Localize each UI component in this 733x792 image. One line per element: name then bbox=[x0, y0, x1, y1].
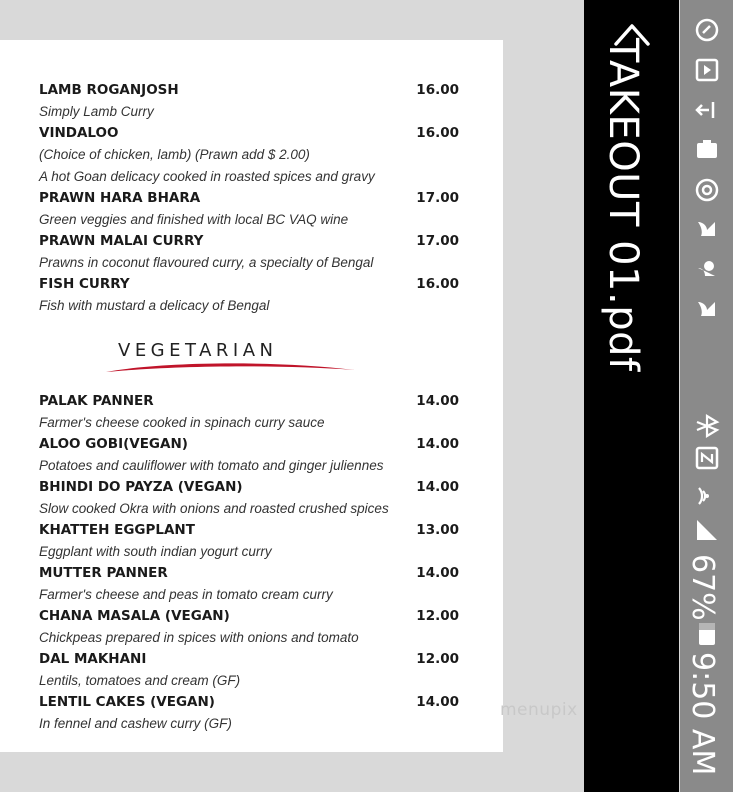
item-description: Green veggies and finished with local BC VAQ wine bbox=[39, 212, 349, 227]
menu-item bbox=[39, 391, 459, 434]
nfc-icon bbox=[693, 444, 721, 472]
item-description: A hot Goan delicacy cooked in roasted spices and gravy bbox=[39, 168, 375, 184]
item-name: LENTIL CAKES (VEGAN) bbox=[39, 694, 215, 710]
item-price: 13.00 bbox=[416, 522, 459, 538]
menupix-watermark: menupix bbox=[500, 700, 578, 720]
battery-percent: 67% bbox=[685, 554, 720, 621]
media-icon bbox=[693, 56, 721, 84]
item-price: 14.00 bbox=[416, 436, 459, 452]
item-name: BHINDI DO PAYZA (VEGAN) bbox=[39, 479, 243, 495]
menu-item bbox=[39, 231, 459, 274]
item-description: Farmer's cheese cooked in spinach curry sauce bbox=[39, 415, 325, 430]
sync-icon bbox=[693, 16, 721, 44]
item-price: 12.00 bbox=[416, 651, 459, 667]
item-description: Fish with mustard a delicacy of Bengal bbox=[39, 298, 270, 313]
item-description: (Choice of chicken, lamb) (Prawn add $ 2.00) bbox=[39, 147, 310, 162]
item-description: Lentils, tomatoes and cream (GF) bbox=[39, 673, 241, 688]
item-price: 17.00 bbox=[416, 233, 459, 249]
menu-item bbox=[39, 606, 459, 649]
battery-icon bbox=[693, 620, 721, 648]
pdf-page bbox=[0, 40, 503, 752]
item-description: Chickpeas prepared in spices with onions and tomato bbox=[39, 630, 359, 645]
item-price: 17.00 bbox=[416, 190, 459, 206]
item-price: 12.00 bbox=[416, 608, 459, 624]
menu-item bbox=[39, 563, 459, 606]
battery-saver-icon bbox=[693, 136, 721, 164]
item-price: 14.00 bbox=[416, 479, 459, 495]
menu-item bbox=[39, 123, 459, 187]
copyright-icon bbox=[693, 176, 721, 204]
item-description: Prawns in coconut flavoured curry, a specialty of Bengal bbox=[39, 255, 374, 270]
item-name: PALAK PANNER bbox=[39, 393, 154, 409]
menu-item bbox=[39, 692, 459, 735]
item-description: Eggplant with south indian yogurt curry bbox=[39, 544, 272, 559]
weather-sun-icon bbox=[693, 254, 721, 282]
item-description: Potatoes and cauliflower with tomato and ginger juliennes bbox=[39, 458, 384, 473]
menu-item bbox=[39, 434, 459, 477]
menu-item bbox=[39, 477, 459, 520]
document-title: TAKEOUT 01.pdf bbox=[600, 38, 646, 372]
item-name: MUTTER PANNER bbox=[39, 565, 168, 581]
bluetooth-icon bbox=[693, 412, 721, 440]
weather-icon bbox=[693, 294, 721, 322]
item-name: CHANA MASALA (VEGAN) bbox=[39, 608, 230, 624]
item-price: 16.00 bbox=[416, 82, 459, 98]
red-swoosh-divider bbox=[100, 358, 360, 376]
item-description: Slow cooked Okra with onions and roasted crushed spices bbox=[39, 501, 389, 516]
item-name: VINDALOO bbox=[39, 125, 119, 141]
item-name: DAL MAKHANI bbox=[39, 651, 147, 667]
menu-item bbox=[39, 80, 459, 123]
section-title-vegetarian: VEGETARIAN bbox=[118, 340, 278, 361]
item-price: 16.00 bbox=[416, 276, 459, 292]
menu-item bbox=[39, 649, 459, 692]
item-price: 14.00 bbox=[416, 393, 459, 409]
item-description: In fennel and cashew curry (GF) bbox=[39, 716, 232, 731]
item-name: LAMB ROGANJOSH bbox=[39, 82, 179, 98]
download-icon bbox=[693, 96, 721, 124]
item-name: KHATTEH EGGPLANT bbox=[39, 522, 195, 538]
item-description: Simply Lamb Curry bbox=[39, 104, 154, 119]
item-description: Farmer's cheese and peas in tomato cream curry bbox=[39, 587, 333, 602]
weather-icon bbox=[693, 214, 721, 242]
item-price: 16.00 bbox=[416, 125, 459, 141]
signal-icon bbox=[693, 516, 721, 544]
item-price: 14.00 bbox=[416, 694, 459, 710]
item-name: ALOO GOBI(VEGAN) bbox=[39, 436, 188, 452]
item-name: PRAWN HARA BHARA bbox=[39, 190, 201, 206]
menu-item bbox=[39, 188, 459, 231]
menu-item bbox=[39, 274, 459, 317]
clock: 9:50 AM bbox=[685, 652, 720, 776]
wifi-icon bbox=[693, 482, 721, 510]
menu-item bbox=[39, 520, 459, 563]
item-price: 14.00 bbox=[416, 565, 459, 581]
item-name: FISH CURRY bbox=[39, 276, 130, 292]
item-name: PRAWN MALAI CURRY bbox=[39, 233, 204, 249]
